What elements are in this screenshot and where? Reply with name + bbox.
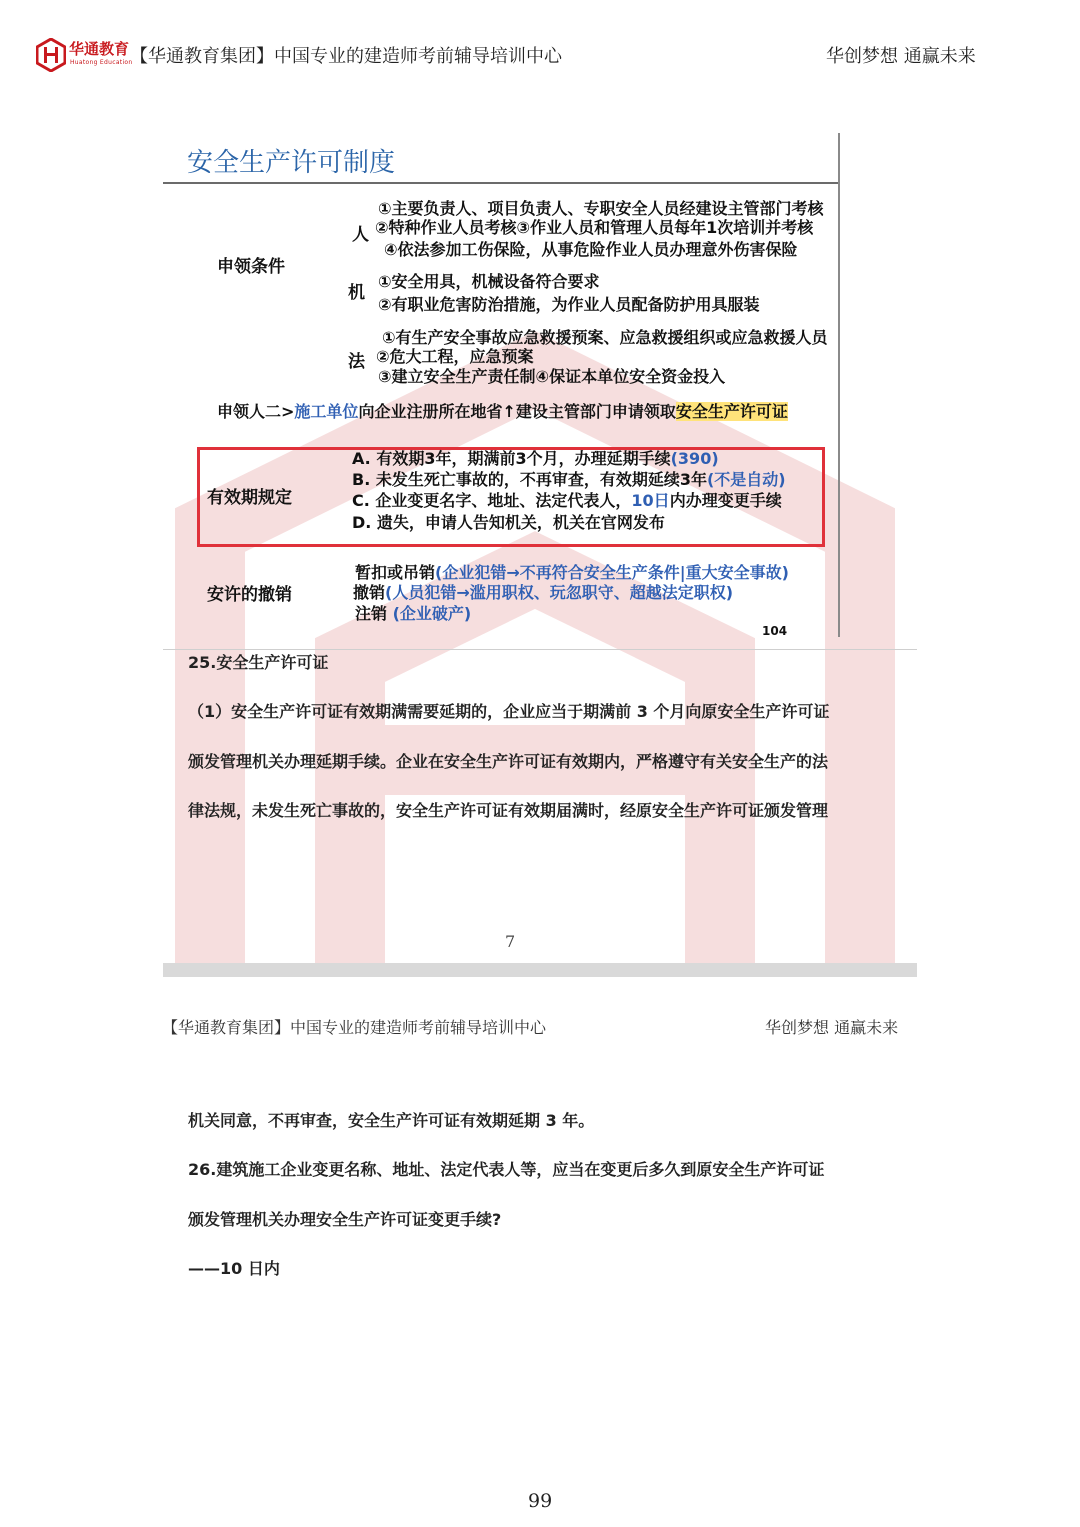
slide-number: 104 <box>762 625 788 637</box>
validity-c-text-2: 内办理变更手续 <box>669 491 782 510</box>
header-title: 【华通教育集团】中国专业的建造师考前辅导培训中心 <box>130 46 562 67</box>
validity-c <box>352 491 782 511</box>
law-line-2: ②危大工程，应急预案 <box>376 347 534 366</box>
validity-b <box>352 470 786 490</box>
person-line-2: ②特种作业人员考核③作业人员和管理人员每年1次培训并考核 <box>375 218 814 237</box>
slide-right-border <box>838 133 840 637</box>
conditions-label: 申领条件 <box>217 257 285 277</box>
q25-line-1: （1）安全生产许可证有效期满需要延期的，企业应当于期满前 3 个月向原安全生产许可证 <box>188 702 830 721</box>
validity-c-days: 10日 <box>631 491 670 510</box>
revocation-2-note: (人员犯错→滥用职权、玩忽职守、超越法定职权) <box>385 583 734 602</box>
applicant-line <box>217 402 788 422</box>
page-break-bar <box>163 963 917 977</box>
validity-b-text: B. 未发生死亡事故的，不再审查，有效期延续3年 <box>352 470 707 489</box>
inner-header-slogan: 华创梦想 通赢未来 <box>765 1018 899 1037</box>
validity-c-text: C. 企业变更名字、地址、法定代表人， <box>352 491 632 510</box>
q25-title: 25.安全生产许可证 <box>188 653 329 672</box>
revocation-2 <box>353 583 733 603</box>
validity-a-text: A. 有效期3年，期满前3个月，办理延期手续 <box>352 449 671 468</box>
person-label: 人 <box>352 225 369 245</box>
applicant-license: 安全生产许可证 <box>675 402 788 421</box>
revocation-label: 安许的撤销 <box>207 585 292 605</box>
person-line-3: ④依法参加工伤保险，从事危险作业人员办理意外伤害保险 <box>384 240 798 259</box>
logo-subtext: Huatong Education <box>70 59 133 66</box>
applicant-unit: 施工单位 <box>294 402 359 421</box>
logo-text: 华通教育 <box>69 40 130 58</box>
applicant-middle: 向企业注册所在地省 <box>358 402 503 421</box>
revocation-1-term: 暂扣或吊销 <box>355 563 436 582</box>
revocation-2-term: 撤销 <box>353 583 386 602</box>
applicant-prefix: 申领人二> <box>217 402 295 421</box>
applicant-middle-2: 建设主管部门申请领取 <box>515 402 676 421</box>
q25-line-3: 律法规，未发生死亡事故的，安全生产许可证有效期届满时，经原安全生产许可证颁发管理 <box>188 801 829 820</box>
up-arrow-icon: ↑ <box>502 402 516 421</box>
validity-b-note: (不是自动) <box>706 470 786 489</box>
continuation-line: 机关同意，不再审查，安全生产许可证有效期延期 3 年。 <box>188 1111 595 1130</box>
inner-header-title: 【华通教育集团】中国专业的建造师考前辅导培训中心 <box>162 1018 547 1037</box>
slide-title: 安全生产许可制度 <box>187 148 396 178</box>
validity-d: D. 遗失，申请人告知机关，机关在官网发布 <box>352 513 665 532</box>
person-line-1: ①主要负责人、项目负责人、专职安全人员经建设主管部门考核 <box>378 199 824 218</box>
page-number: 99 <box>528 1490 553 1512</box>
law-line-1: ①有生产安全事故应急救援预案、应急救援组织或应急救援人员 <box>382 328 828 347</box>
validity-label: 有效期规定 <box>207 488 292 508</box>
machine-line-2: ②有职业危害防治措施，为作业人员配备防护用具服装 <box>378 295 760 314</box>
q26-line-1: 26.建筑施工企业变更名称、地址、法定代表人等，应当在变更后多久到原安全生产许可证 <box>188 1160 825 1179</box>
law-line-3: ③建立安全生产责任制④保证本单位安全资金投入 <box>378 367 726 386</box>
company-logo-icon <box>36 38 66 72</box>
q25-line-2: 颁发管理机关办理延期手续。企业在安全生产许可证有效期内，严格遵守有关安全生产的法 <box>188 752 829 771</box>
revocation-3 <box>355 604 471 624</box>
revocation-1-note: (企业犯错→不再符合安全生产条件|重大安全事故) <box>435 563 789 582</box>
revocation-3-note: (企业破产) <box>392 604 472 623</box>
inner-page-number: 7 <box>505 932 516 951</box>
revocation-3-term: 注销 <box>355 604 388 623</box>
q26-answer: ——10 日内 <box>188 1259 280 1278</box>
validity-a <box>352 449 719 469</box>
slide-title-rule <box>163 182 840 184</box>
machine-line-1: ①安全用具，机械设备符合要求 <box>378 272 600 291</box>
header-slogan: 华创梦想 通赢未来 <box>826 46 976 67</box>
machine-label: 机 <box>348 283 365 303</box>
q26-line-2: 颁发管理机关办理安全生产许可证变更手续? <box>188 1210 502 1229</box>
validity-a-ref: (390) <box>670 449 719 468</box>
revocation-1 <box>355 563 789 583</box>
law-label: 法 <box>348 352 365 372</box>
